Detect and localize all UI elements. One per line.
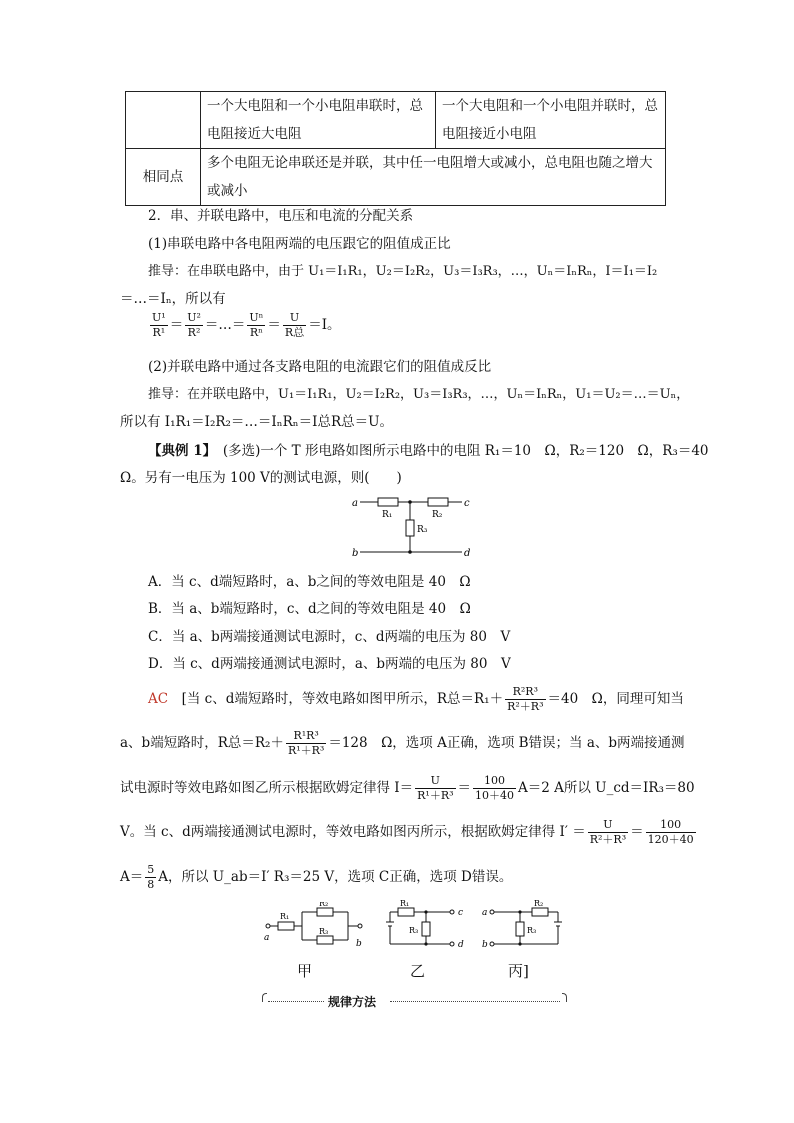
circuit-yi [384,898,470,952]
derivation-1a: 推导：在串联电路中，由于 U₁＝I₁R₁，U₂＝I₂R₂，U₃＝I₃R₃，…，Uₙ＝IₙRₙ，I＝I₁＝I₂ [148,264,658,279]
resistor-label-r2: R₂ [432,510,443,520]
derivation-1b: ＝…＝Iₙ，所以有 [120,291,226,307]
derivation-2a: 推导：在并联电路中，U₁＝I₁R₁，U₂＝I₂R₂，U₃＝I₃R₃，…，Uₙ＝IₙRₙ，U₁＝U₂＝…＝Uₙ， [148,387,690,402]
banner-right-cap [562,993,567,1002]
table-cell-series: 一个大电阻和一个小电阻串联时，总电阻接近大电阻 [201,92,436,149]
subsection-2: (2)并联电路中通过各支路电阻的电流跟它们的阻值成反比 [148,359,492,375]
resistor-label-r3: R₃ [417,525,428,535]
table-cell-common: 多个电阻无论串联还是并联，其中任一电阻增大或减小，总电阻也随之增大或减小 [201,149,666,206]
answer-line-2: a、b端短路时，R总＝R₂＋ $\frac{\text{R¹R³}}{\text{R¹＋R³}}$ ＝128 Ω，选项 A正确，选项 B错误；当 a、b两端接通测 [120,729,685,757]
example-text-1: 【典例 1】 (多选)一个 T 形电路如图所示电路中的电阻 R₁＝10 Ω，R₂＝120 Ω，R₃＝40 [148,443,709,459]
figure-caption-yi: 乙 [410,962,426,980]
svg-text:b: b [356,939,362,949]
table-cell-parallel: 一个大电阻和一个小电阻并联时，总电阻接近小电阻 [436,92,666,149]
example-label: 【典例 1】 [148,443,210,459]
section-title: 2．串、并联电路中，电压和电流的分配关系 [148,208,414,224]
banner-right-line [390,1001,560,1003]
answer-line-4: V。当 c、d两端接通测试电源时，等效电路如图丙所示，根据欧姆定律得 I′ ＝ $\frac{U}{\text{R²＋R³}}$ ＝ $\frac{100}{120+40}$ [120,818,694,846]
subsection-1: (1)串联电路中各电阻两端的电压跟它的阻值成正比 [148,236,451,252]
t-circuit-diagram [350,490,480,562]
option-c: C．当 a、b两端接通测试电源时，c、d两端的电压为 80 V [148,629,511,645]
option-a: A．当 c、d端短路时，a、b之间的等效电阻是 40 Ω [148,574,471,590]
figure-caption-bing: 丙] [508,962,529,980]
svg-text:R₁: R₁ [280,912,290,921]
svg-text:R₂: R₂ [319,902,329,908]
banner-left-line [268,1001,324,1003]
comparison-table [125,91,666,206]
svg-text:R₃: R₃ [319,927,329,936]
svg-text:a: a [264,933,270,943]
svg-text:R₁: R₁ [400,899,410,908]
svg-text:R₂: R₂ [534,899,544,908]
svg-text:c: c [458,908,464,918]
svg-text:R₃: R₃ [409,926,419,935]
figure-caption-jia: 甲 [297,962,313,980]
answer-line-1: AC [当 c、d端短路时，等效电路如图甲所示，R总＝R₁＋ $\frac{\text{R²R³}}{\text{R²＋R³}}$ ＝40 Ω，同理可知当 [148,685,684,713]
option-b: B．当 a、b端短路时，c、d之间的等效电阻是 40 Ω [148,601,471,617]
table-row-label: 相同点 [126,149,201,206]
option-d: D．当 c、d两端接通测试电源时，a、b两端的电压为 80 V [148,656,511,672]
node-label-a: a [352,498,358,509]
node-label-b: b [352,548,359,559]
node-label-c: c [464,498,470,509]
answer-key: AC [148,691,169,707]
resistor-label-r1: R₁ [382,510,393,520]
svg-text:a: a [482,908,488,918]
circuit-bing [482,898,572,952]
derivation-2b: 所以有 I₁R₁＝I₂R₂＝…＝IₙRₙ＝I总R总＝U。 [120,414,393,430]
formula-1: $\frac{\text{U¹}}{\text{R¹}}$ ＝ $\frac{\text{U²}}{\text{R²}}$ ＝…＝ $\frac{\text{Uⁿ}}{\text{Rⁿ}}$ ＝ $\frac{U}{\text{R总}}$ ＝I。 [152,311,341,339]
answer-line-5: A＝ $\frac{5}{8}$ A，所以 U_ab＝I′ R₃＝25 V，选项 C正确，选项 D错误。 [120,863,513,891]
svg-text:b: b [482,940,488,950]
example-text-2: Ω。另有一电压为 100 V的测试电源，则( ) [120,470,402,486]
table-cell-empty [126,92,201,149]
banner-left-cap [262,993,267,1002]
svg-text:R₃: R₃ [527,926,537,935]
answer-line-3: 试电源时等效电路如图乙所示根据欧姆定律得 I＝ $\frac{U}{\text{R¹＋R³}}$ ＝ $\frac{100}{10+40}$ A＝2 A所以 U_cd＝IR₃＝80 [120,774,695,802]
svg-text:d: d [458,940,464,950]
circuit-jia [262,902,372,950]
node-label-d: d [464,548,471,559]
section-banner: 规律方法 [328,995,377,1009]
